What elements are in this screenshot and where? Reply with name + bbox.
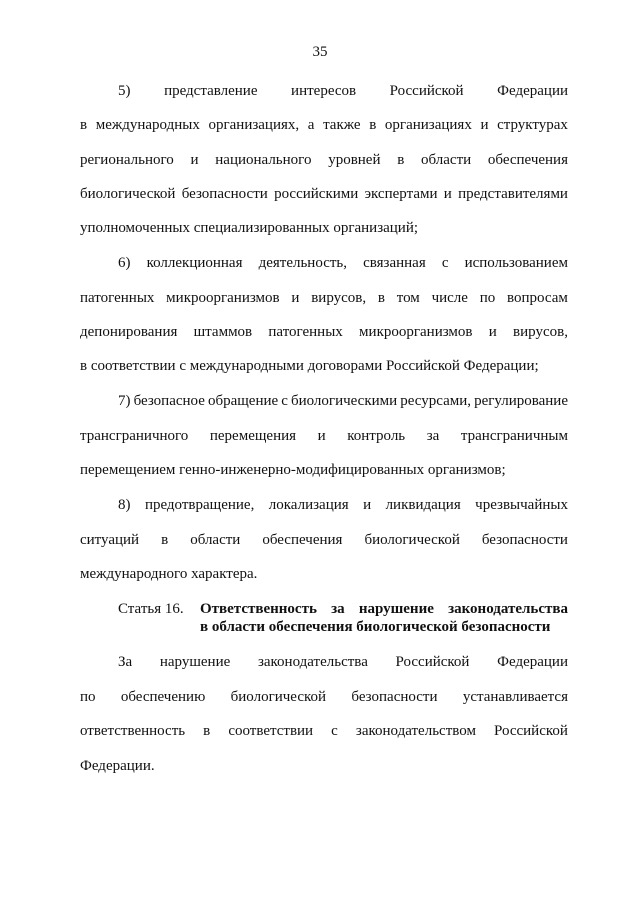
article-title-line-1 xyxy=(200,600,568,618)
word: биологической xyxy=(230,689,327,705)
word: в xyxy=(161,532,169,548)
word: а xyxy=(307,117,315,133)
word: организациях, xyxy=(208,117,300,133)
word: 6) xyxy=(118,255,131,271)
word: Ответственность xyxy=(200,601,317,617)
word: числе xyxy=(431,290,468,306)
word: перемещения xyxy=(209,428,297,444)
word: ситуаций xyxy=(80,532,140,548)
word: Федерации xyxy=(497,83,568,99)
word: с xyxy=(281,393,288,409)
item-6-line-4: в соответствии с международными договорами Российской Федерации; xyxy=(80,358,539,374)
word: вопросам xyxy=(507,290,568,306)
item-6-line-2 xyxy=(80,289,568,307)
word: в xyxy=(369,117,377,133)
word: безопасности xyxy=(181,186,268,202)
word: также xyxy=(323,117,361,133)
item-5-line-1 xyxy=(118,82,568,100)
word: том xyxy=(396,290,420,306)
page-number: 35 xyxy=(312,44,328,60)
word: в xyxy=(203,723,211,739)
item-6-line-1 xyxy=(118,254,568,272)
word: ответственность xyxy=(80,723,186,739)
word: в xyxy=(377,290,385,306)
word: чрезвычайных xyxy=(475,497,568,513)
word: уровней xyxy=(328,152,381,168)
word: ликвидация xyxy=(385,497,461,513)
word: безопасности xyxy=(351,689,438,705)
item-7-line-2 xyxy=(80,427,568,445)
word: 8) xyxy=(118,497,131,513)
word: контроль xyxy=(347,428,406,444)
word: и xyxy=(443,186,452,202)
word: биологическими xyxy=(290,393,398,409)
word: нарушение xyxy=(358,601,434,617)
word: предотвращение, xyxy=(144,497,255,513)
word: области xyxy=(190,532,241,548)
final-line-1 xyxy=(118,653,568,671)
word: представление xyxy=(164,83,258,99)
word: нарушение xyxy=(159,654,231,670)
word: Федерации xyxy=(497,654,568,670)
word: структурах xyxy=(497,117,568,133)
item-5-line-4 xyxy=(80,185,568,203)
word: в xyxy=(80,117,88,133)
article-title-line-2: в области обеспечения биологической безопасности xyxy=(200,619,551,635)
word: деятельность, xyxy=(258,255,348,271)
item-7-line-1 xyxy=(118,392,568,410)
item-5-line-3 xyxy=(80,151,568,169)
word: коллекционная xyxy=(146,255,243,271)
word: устанавливается xyxy=(462,689,568,705)
word: и xyxy=(363,497,372,513)
word: за xyxy=(331,601,345,617)
word: 5) xyxy=(118,83,131,99)
word: 7) xyxy=(118,393,131,409)
word: и xyxy=(488,324,497,340)
word: с xyxy=(441,255,449,271)
item-8-line-1 xyxy=(118,496,568,514)
word: использованием xyxy=(464,255,568,271)
word: локализация xyxy=(268,497,349,513)
word: Российской xyxy=(395,654,470,670)
word: и xyxy=(317,428,326,444)
word: Российской xyxy=(389,83,464,99)
item-6-line-3 xyxy=(80,323,568,341)
final-line-2 xyxy=(80,688,568,706)
word: обращение xyxy=(207,393,279,409)
word: регулирование xyxy=(474,393,568,409)
item-8-line-3: международного характера. xyxy=(80,566,258,582)
item-5-line-5: уполномоченных специализированных организаций; xyxy=(80,220,419,236)
word: и xyxy=(291,290,300,306)
word: вирусов, xyxy=(513,324,568,340)
final-line-4: Федерации. xyxy=(80,758,155,774)
item-8-line-2 xyxy=(80,531,568,549)
final-line-3 xyxy=(80,722,568,740)
word: трансграничным xyxy=(460,428,568,444)
word: области xyxy=(421,152,472,168)
word: и xyxy=(190,152,199,168)
word: в xyxy=(397,152,405,168)
word: связанная xyxy=(363,255,426,271)
word: микроорганизмов xyxy=(166,290,280,306)
word: по xyxy=(479,290,496,306)
word: обеспечения xyxy=(487,152,568,168)
word: депонирования xyxy=(80,324,178,340)
word: безопасности xyxy=(481,532,568,548)
word: патогенных xyxy=(268,324,343,340)
word: биологической xyxy=(80,186,176,202)
word: безопасное xyxy=(133,393,205,409)
word: трансграничного xyxy=(80,428,189,444)
word: национального xyxy=(215,152,312,168)
word: ресурсами, xyxy=(400,393,471,409)
word: экспертами xyxy=(364,186,438,202)
word: интересов xyxy=(291,83,357,99)
word: регионального xyxy=(80,152,174,168)
word: организациях xyxy=(384,117,472,133)
word: микроорганизмов xyxy=(359,324,473,340)
word: международных xyxy=(95,117,200,133)
word: по xyxy=(80,689,96,705)
item-5-line-2 xyxy=(80,116,568,134)
word: законодательством xyxy=(355,723,476,739)
word: законодательства xyxy=(448,601,568,617)
word: Российской xyxy=(494,723,568,739)
word: представителями xyxy=(458,186,568,202)
word: законодательства xyxy=(257,654,368,670)
word: соответствии xyxy=(228,723,314,739)
word: обеспечению xyxy=(120,689,206,705)
word: За xyxy=(118,654,133,670)
article-label: Статья 16. xyxy=(118,601,184,617)
item-7-line-3: перемещением генно-инженерно-модифицированных организмов; xyxy=(80,462,506,478)
word: и xyxy=(480,117,489,133)
word: за xyxy=(426,428,440,444)
word: российскими xyxy=(274,186,359,202)
word: биологической xyxy=(364,532,460,548)
word: обеспечения xyxy=(262,532,343,548)
word: с xyxy=(331,723,338,739)
word: патогенных xyxy=(80,290,155,306)
word: штаммов xyxy=(193,324,253,340)
word: вирусов, xyxy=(311,290,367,306)
